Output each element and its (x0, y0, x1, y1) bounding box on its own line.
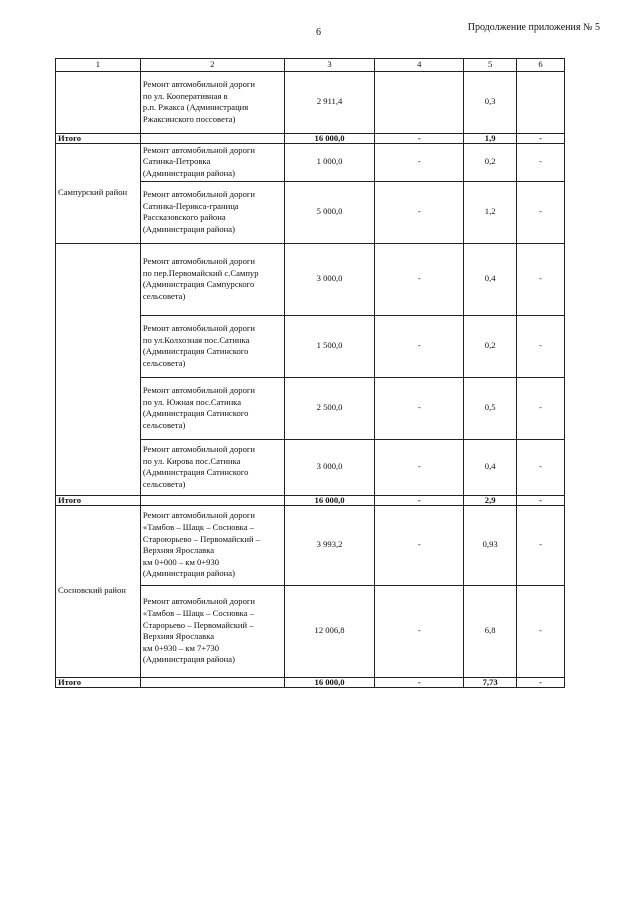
column-number: 4 (375, 59, 464, 72)
total-label: Итого (56, 495, 141, 505)
col6-cell (517, 71, 565, 133)
km-cell: 0,2 (464, 315, 517, 377)
column-number: 6 (517, 59, 565, 72)
col6-cell: - (517, 377, 565, 439)
total-col6: - (517, 495, 565, 505)
km-cell: 6,8 (464, 585, 517, 677)
work-description: Ремонт автомобильной дороги «Тамбов – Шацк – Сосновка – Старорьево – Первомайский – Верхняя Ярославка км 0+930 – км 7+730 (Администрация района) (140, 585, 284, 677)
total-row (56, 133, 565, 143)
work-description: Ремонт автомобильной дороги по ул. Кирова пос.Сатинка (Администрация Сатинского сельсовета) (140, 439, 284, 495)
amount-cell: 3 993,2 (284, 505, 375, 585)
km-cell: 1,2 (464, 181, 517, 243)
amount-cell: 5 000,0 (284, 181, 375, 243)
work-description: Ремонт автомобильной дороги «Тамбов – Шацк – Сосновка – Староюрьево – Первомайский – Верхняя Ярославка км 0+000 – км 0+930 (Администрация района) (140, 505, 284, 585)
col4-cell: - (375, 181, 464, 243)
col4-cell (375, 71, 464, 133)
total-col6: - (517, 133, 565, 143)
table-row (56, 143, 565, 181)
table-row (56, 243, 565, 315)
total-col4: - (375, 133, 464, 143)
total-row (56, 677, 565, 687)
table-row (56, 71, 565, 133)
km-cell: 0,2 (464, 143, 517, 181)
col4-cell: - (375, 243, 464, 315)
col6-cell: - (517, 585, 565, 677)
col6-cell: - (517, 143, 565, 181)
district-name: Сампурский район (56, 143, 141, 243)
column-number: 3 (284, 59, 375, 72)
work-description: Ремонт автомобильной дороги по пер.Первомайский с.Сампур (Администрация Сампурского сельсовета) (140, 243, 284, 315)
col4-cell: - (375, 315, 464, 377)
total-amount: 16 000,0 (284, 495, 375, 505)
total-row (56, 495, 565, 505)
column-number-row (56, 59, 565, 72)
total-col4: - (375, 495, 464, 505)
col4-cell: - (375, 377, 464, 439)
km-cell: 0,93 (464, 505, 517, 585)
continuation-heading: Продолжение приложения № 5 (467, 22, 600, 33)
total-amount: 16 000,0 (284, 677, 375, 687)
col6-cell: - (517, 439, 565, 495)
road-repair-table (55, 58, 565, 688)
col4-cell: - (375, 439, 464, 495)
work-description: Ремонт автомобильной дороги Сатинка-Перикса-граница Рассказовского района (Администрация района) (140, 181, 284, 243)
col6-cell: - (517, 505, 565, 585)
amount-cell: 1 500,0 (284, 315, 375, 377)
amount-cell: 3 000,0 (284, 243, 375, 315)
col4-cell: - (375, 585, 464, 677)
column-number: 1 (56, 59, 141, 72)
column-number: 5 (464, 59, 517, 72)
km-cell: 0,4 (464, 439, 517, 495)
col4-cell: - (375, 505, 464, 585)
total-km: 2,9 (464, 495, 517, 505)
col6-cell: - (517, 243, 565, 315)
col4-cell: - (375, 143, 464, 181)
table-row (56, 505, 565, 585)
amount-cell: 2 500,0 (284, 377, 375, 439)
amount-cell: 1 000,0 (284, 143, 375, 181)
total-amount: 16 000,0 (284, 133, 375, 143)
work-description: Ремонт автомобильной дороги по ул. Кооперативная в р.п. Ржакса (Администрация Ржаксинского поссовета) (140, 71, 284, 133)
column-number: 2 (140, 59, 284, 72)
col6-cell: - (517, 315, 565, 377)
work-description: Ремонт автомобильной дороги Сатинка-Петровка (Администрация района) (140, 143, 284, 181)
total-km: 1,9 (464, 133, 517, 143)
district-cell (56, 71, 141, 133)
total-km: 7,73 (464, 677, 517, 687)
work-description: Ремонт автомобильной дороги по ул.Колхозная пос.Сатинка (Администрация Сатинского сельсовета) (140, 315, 284, 377)
amount-cell: 3 000,0 (284, 439, 375, 495)
km-cell: 0,4 (464, 243, 517, 315)
page-number: 6 (316, 27, 321, 38)
district-cell (56, 243, 141, 495)
amount-cell: 2 911,4 (284, 71, 375, 133)
km-cell: 0,5 (464, 377, 517, 439)
work-description: Ремонт автомобильной дороги по ул. Южная пос.Сатинка (Администрация Сатинского сельсовета) (140, 377, 284, 439)
km-cell: 0,3 (464, 71, 517, 133)
col6-cell: - (517, 181, 565, 243)
amount-cell: 12 006,8 (284, 585, 375, 677)
district-name: Сосновский район (56, 505, 141, 677)
total-col6: - (517, 677, 565, 687)
total-col4: - (375, 677, 464, 687)
total-label: Итого (56, 133, 141, 143)
total-label: Итого (56, 677, 141, 687)
